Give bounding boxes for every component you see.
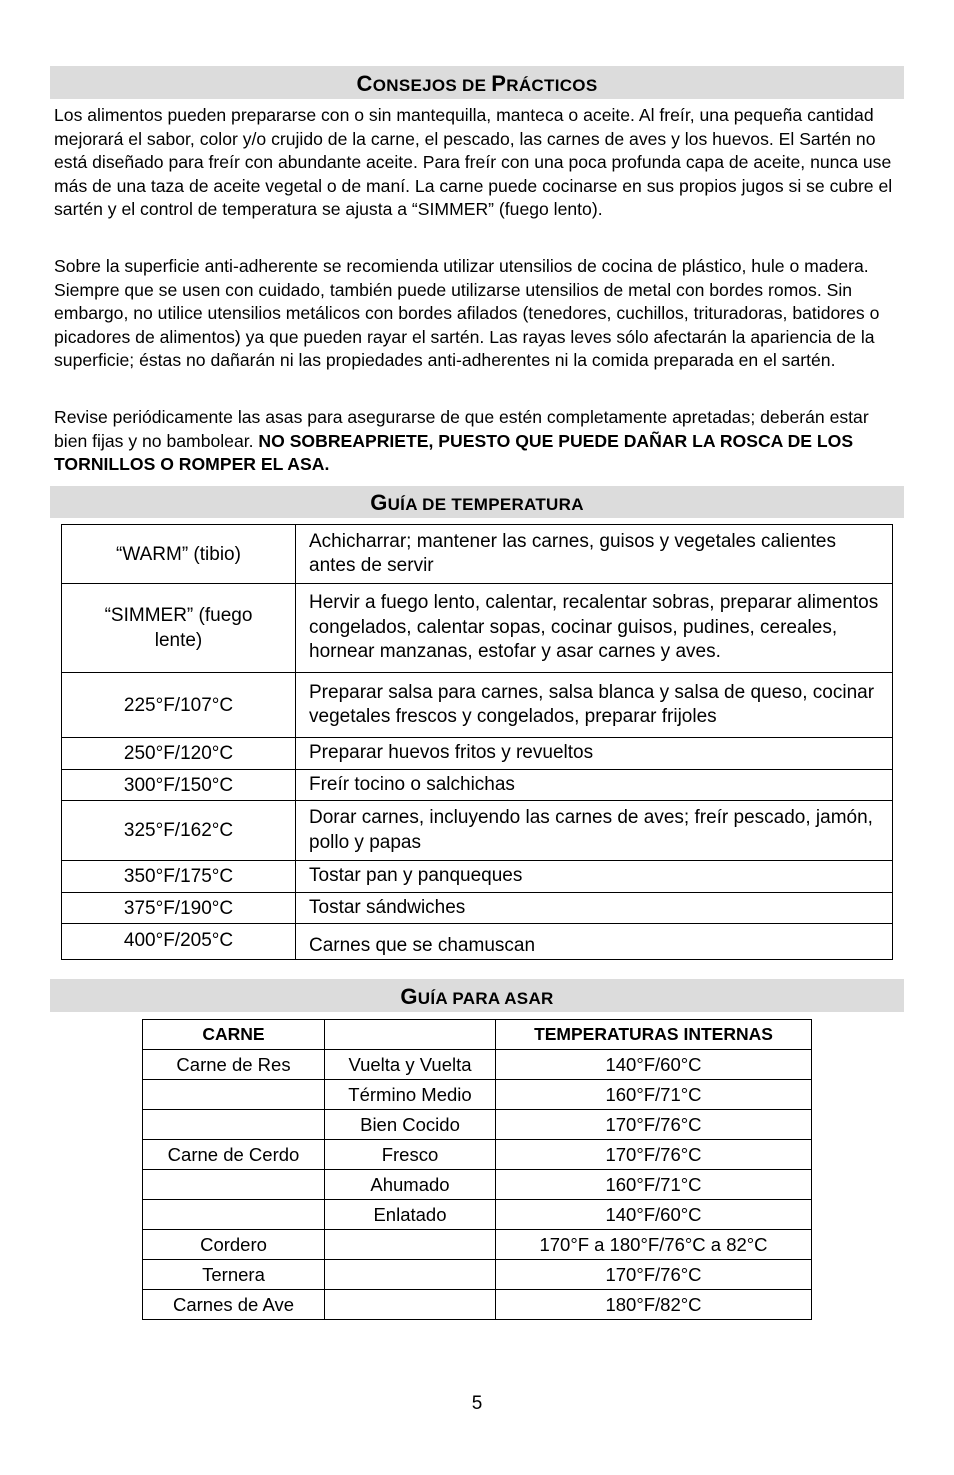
column-header-temperaturas: TEMPERATURAS INTERNAS xyxy=(496,1020,812,1050)
heading-text: ONSEJOS DE xyxy=(372,76,492,95)
roasting-guide-table xyxy=(142,1019,812,1320)
doneness-cell xyxy=(325,1260,496,1290)
temperature-use: Freír tocino o salchichas xyxy=(296,770,893,801)
table-row xyxy=(143,1230,812,1260)
meat-cell: Ternera xyxy=(143,1260,325,1290)
temperature-setting: 250°F/120°C xyxy=(62,738,296,770)
temperature-guide-table xyxy=(61,524,893,960)
heading-initial: G xyxy=(370,490,388,515)
doneness-cell: Término Medio xyxy=(325,1080,496,1110)
temperature-use: Hervir a fuego lento, calentar, recalentar sobras, preparar alimentos congelados, calentar sopas, cocinar guisos, pudines, cereales, hornear manzanas, estofar y asar carnes y aves. xyxy=(296,584,893,673)
temperature-setting: “SIMMER” (fuego lente) xyxy=(62,584,296,673)
heading-initial: C xyxy=(356,71,373,96)
temperature-use: Tostar sándwiches xyxy=(296,893,893,924)
temperature-use: Preparar huevos fritos y revueltos xyxy=(296,738,893,770)
table-row xyxy=(143,1260,812,1290)
temperature-setting: 300°F/150°C xyxy=(62,770,296,801)
table-row xyxy=(62,584,893,673)
page-number: 5 xyxy=(471,1393,483,1414)
section-heading-consejos xyxy=(50,66,904,99)
meat-cell: Carne de Cerdo xyxy=(143,1140,325,1170)
internal-temp-cell: 170°F/76°C xyxy=(496,1140,812,1170)
meat-cell xyxy=(143,1170,325,1200)
internal-temp-cell: 140°F/60°C xyxy=(496,1200,812,1230)
heading-text: UÍA PARA ASAR xyxy=(417,989,554,1008)
section-heading-temperatura xyxy=(50,486,904,518)
heading-text: UÍA DE TEMPERATURA xyxy=(387,495,584,514)
table-row xyxy=(62,770,893,801)
meat-cell: Cordero xyxy=(143,1230,325,1260)
table-header-row xyxy=(143,1020,812,1050)
table-row xyxy=(62,738,893,770)
heading-initial: P xyxy=(491,71,507,96)
table-row xyxy=(143,1080,812,1110)
temperature-use: Tostar pan y panqueques xyxy=(296,861,893,893)
doneness-cell: Fresco xyxy=(325,1140,496,1170)
doneness-cell: Bien Cocido xyxy=(325,1110,496,1140)
doneness-cell: Vuelta y Vuelta xyxy=(325,1050,496,1080)
column-header-blank xyxy=(325,1020,496,1050)
doneness-cell: Ahumado xyxy=(325,1170,496,1200)
handles-warning: NO SOBREAPRIETE, PUESTO QUE PUEDE DAÑAR LA ROSCA DE LOS TORNILLOS O ROMPER EL ASA. xyxy=(54,430,854,475)
doneness-cell xyxy=(325,1230,496,1260)
internal-temp-cell: 170°F/76°C xyxy=(496,1110,812,1140)
table-row xyxy=(143,1170,812,1200)
table-row xyxy=(143,1050,812,1080)
temperature-use: Preparar salsa para carnes, salsa blanca y salsa de queso, cocinar vegetales frescos y congelados, preparar frijoles xyxy=(296,673,893,738)
temperature-use: Dorar carnes, incluyendo las carnes de aves; freír pescado, jamón, pollo y papas xyxy=(296,801,893,861)
meat-cell xyxy=(143,1110,325,1140)
internal-temp-cell: 160°F/71°C xyxy=(496,1080,812,1110)
temperature-setting: 350°F/175°C xyxy=(62,861,296,893)
meat-cell xyxy=(143,1200,325,1230)
paragraph-utensils: Sobre la superficie anti-adherente se recomienda utilizar utensilios de cocina de plástico, hule o madera. Siempre que se usen con cuidado, también puede utilizarse utensilios de metal con bordes romos. Sin embargo, no utilice utensilios metálicos con bordes afilados (tenedores, cuchillos, trituradoras, batidores o picadores de alimentos) ya que pueden rayar el sartén. Las rayas leves sólo afectarán la apariencia de la superficie; éstas no dañarán ni las propiedades anti-adherentes ni la comida preparada en el sartén. xyxy=(54,256,880,371)
table-row xyxy=(62,801,893,861)
temperature-use: Achicharrar; mantener las carnes, guisos y vegetales calientes antes de servir xyxy=(296,525,893,584)
temperature-setting: “WARM” (tibio) xyxy=(62,525,296,584)
table-row xyxy=(62,924,893,960)
table-row xyxy=(143,1140,812,1170)
heading-initial: G xyxy=(400,984,418,1009)
table-row xyxy=(62,525,893,584)
table-row xyxy=(62,673,893,738)
table-row xyxy=(62,893,893,924)
temperature-setting: 225°F/107°C xyxy=(62,673,296,738)
temperature-use: Carnes que se chamuscan xyxy=(296,924,893,960)
temperature-setting: 325°F/162°C xyxy=(62,801,296,861)
column-header-carne: CARNE xyxy=(143,1020,325,1050)
table-row xyxy=(143,1200,812,1230)
section-heading-asar xyxy=(50,979,904,1012)
paragraph-handles xyxy=(54,406,906,477)
doneness-cell xyxy=(325,1290,496,1320)
meat-cell: Carnes de Ave xyxy=(143,1290,325,1320)
temperature-setting: 375°F/190°C xyxy=(62,893,296,924)
meat-cell: Carne de Res xyxy=(143,1050,325,1080)
heading-text: RÁCTICOS xyxy=(506,76,598,95)
doneness-cell: Enlatado xyxy=(325,1200,496,1230)
internal-temp-cell: 170°F/76°C xyxy=(496,1260,812,1290)
temperature-setting: 400°F/205°C xyxy=(62,924,296,960)
table-row xyxy=(143,1290,812,1320)
paragraph-fat-usage: Los alimentos pueden prepararse con o sin mantequilla, manteca o aceite. Al freír, una pequeña cantidad mejorará el sabor, color y/o crujido de la carne, el pescado, las carnes de aves y los huevos. El Sartén no está diseñado para freír con abundante aceite. Para freír con una poca profunda capa de aceite, nunca use más de una taza de aceite vegetal o de maní. La carne puede cocinarse en sus propios jugos si se cubre el sartén y el control de temperatura se ajusta a “SIMMER” (fuego lento). xyxy=(54,105,893,220)
handles-text: Revise periódicamente las asas para asegurarse de que estén completamente apretadas; deberán estar bien fijas y no bambolear. xyxy=(54,407,869,451)
internal-temp-cell: 160°F/71°C xyxy=(496,1170,812,1200)
table-row xyxy=(143,1110,812,1140)
meat-cell xyxy=(143,1080,325,1110)
internal-temp-cell: 140°F/60°C xyxy=(496,1050,812,1080)
internal-temp-cell: 170°F a 180°F/76°C a 82°C xyxy=(496,1230,812,1260)
table-row xyxy=(62,861,893,893)
internal-temp-cell: 180°F/82°C xyxy=(496,1290,812,1320)
